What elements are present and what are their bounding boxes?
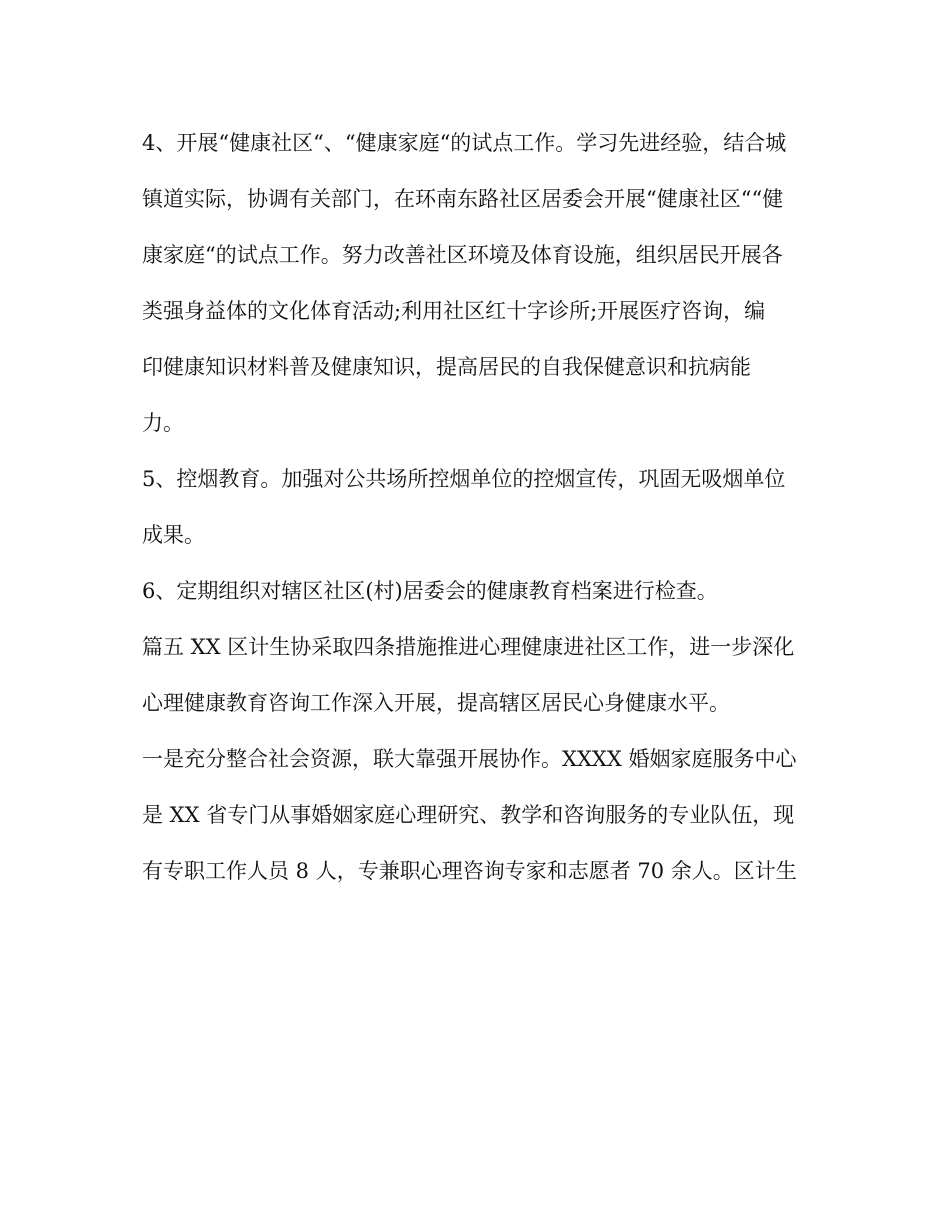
- text-line: 心理健康教育咨询工作深入开展，提高辖区居民心身健康水平。: [142, 691, 730, 715]
- text-line: 力。: [142, 411, 184, 435]
- text-line: 5、控烟教育。加强对公共场所控烟单位的控烟宣传，巩固无吸烟单位: [142, 467, 786, 491]
- text-line: 是 XX 省专门从事婚姻家庭心理研究、教学和咨询服务的专业队伍，现: [142, 803, 795, 827]
- text-line: 康家庭“的试点工作。努力改善社区环境及体育设施，组织居民开展各: [142, 243, 783, 267]
- document-body: [142, 120, 822, 904]
- text-line: 有专职工作人员 8 人，专兼职心理咨询专家和志愿者 70 余人。区计生: [142, 859, 797, 883]
- text-line: 成果。: [142, 523, 205, 547]
- text-line: 印健康知识材料普及健康知识，提高居民的自我保健意识和抗病能: [142, 355, 751, 379]
- text-line: 4、开展“健康社区“、“健康家庭“的试点工作。学习先进经验，结合城: [142, 131, 787, 155]
- text-line: 篇五 XX 区计生协采取四条措施推进心理健康进社区工作，进一步深化: [142, 635, 795, 659]
- text-line: 镇道实际，协调有关部门，在环南东路社区居委会开展“健康社区““健: [142, 187, 784, 211]
- text-line: 类强身益体的文化体育活动;利用社区红十字诊所;开展医疗咨询，编: [142, 299, 766, 323]
- text-line: 6、定期组织对辖区社区(村)居委会的健康教育档案进行检查。: [142, 579, 718, 603]
- text-line: 一是充分整合社会资源，联大靠强开展协作。XXXX 婚姻家庭服务中心: [142, 747, 797, 771]
